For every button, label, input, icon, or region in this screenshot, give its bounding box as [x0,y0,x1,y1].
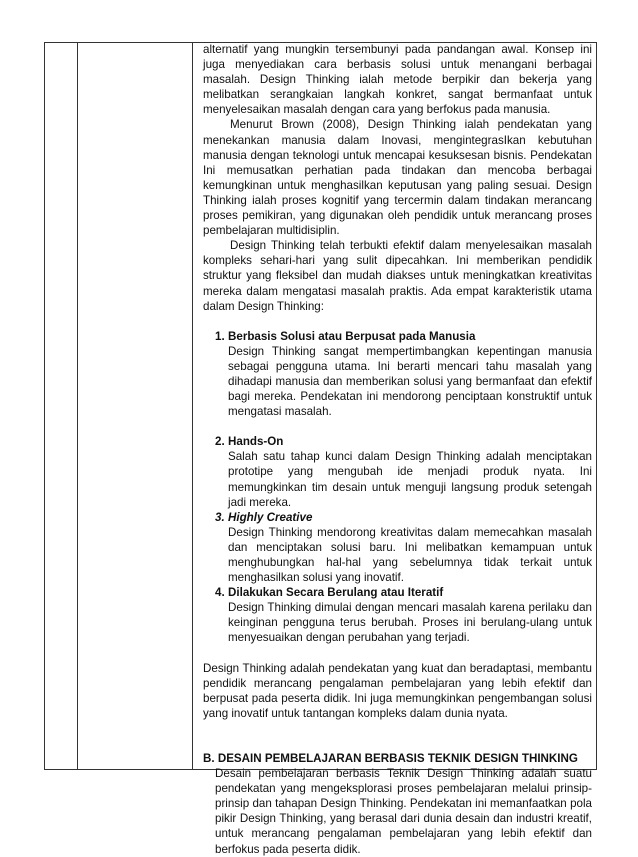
list-item-title: Dilakukan Secara Berulang atau Iteratif [228,586,444,600]
intro-paragraph-2: Menurut Brown (2008), Design Thinking ialah pendekatan yang menekankan manusia dalam Inovasi, mengintegrasIkan kebutuhan manusia dengan teknologi untuk mencapai kesuksesan bisnis. Pendekatan Ini memusatkan perhatian pada tindakan dan mencoba berbagai kemungkinan untuk menghasilkan keputusan yang paling sesuai. Design Thinking ialah proses kognitif yang tercermin dalam tindakan merancang proses pemikiran, yang digunakan oleh pendidik untuk merancang proses pembelajaran multidisiplin. [203,118,592,238]
table-column-divider [77,43,78,769]
list-item-title: Hands-On [228,435,284,449]
list-item [203,510,592,585]
list-item-body: Design Thinking mendorong kreativitas dalam memecahkan masalah dan menciptakan solusi baru. Ini melibatkan kemampuan untuk menghubungkan hal-hal yang sebelumnya tidak terkait untuk menghasilkan solusi yang inovatif. [228,525,592,585]
section-heading: B. DESAIN PEMBELAJARAN BERBASIS TEKNIK DESIGN THINKING [203,751,578,765]
list-item [203,585,592,645]
list-item-body: Design Thinking dimulai dengan mencari masalah karena perilaku dan keinginan pengguna terus berubah. Proses ini berulang-ulang untuk menyesuaikan dengan perubahan yang terjadi. [228,601,592,645]
intro-paragraph-1: alternatif yang mungkin tersembunyi pada pandangan awal. Konsep ini juga menyediakan cara berbasis solusi untuk menangani berbagai masalah. Design Thinking ialah metode berpikir dan bekerja yang melibatkan serangkaian langkah konkret, sangat bermanfaat untuk menyelesaikan masalah dengan cara yang berfokus pada manusia. [203,43,592,117]
content-cell [203,42,592,857]
section-body: Desain pembelajaran berbasis Teknik Design Thinking adalah suatu pendekatan yang mengeksplorasi proses pembelajaran melalui prinsip-prinsip dan tahapan Design Thinking. Pendekatan ini memanfaatkan pola pikir Design Thinking, yang berasal dari dunia desain dan industri kreatif, untuk merancang pengalaman pembelajaran yang lebih efektif dan berfokus pada peserta didik. [215,767,592,856]
list-item [203,434,592,509]
list-item [203,329,592,420]
list-number: 2. [215,435,225,449]
table-column-divider [192,43,193,769]
characteristics-list [203,329,592,646]
list-number: 1. [215,329,225,343]
intro-paragraph-3: Design Thinking telah terbukti efektif dalam menyelesaikan masalah kompleks sehari-hari yang sulit dipecahkan. Ini memberikan pendidik struktur yang fleksibel dan mudah diakses untuk meningkatkan kreativitas mereka dalam mengatasi masalah praktis. Ada empat karakteristik utama dalam Design Thinking: [203,239,592,313]
conclusion-paragraph: Design Thinking adalah pendekatan yang kuat dan beradaptasi, membantu pendidik merancang pengalaman pembelajaran yang lebih efektif dan berpusat pada peserta didik. Ini juga memungkinkan pengembangan solusi yang inovatif untuk tantangan kompleks dalam dunia nyata. [203,661,592,720]
list-item-body: Design Thinking sangat mempertimbangkan kepentingan manusia sebagai pengguna utama. Ini berarti mencari tahu masalah yang dihadapi manusia dan memberikan solusi yang bermanfaat dan efektif bagi mereka. Pendekatan ini mendorong penciptaan konstruktif untuk mengatasi masalah. [228,344,592,419]
list-number: 4. [215,586,225,600]
list-item-title: Highly Creative [228,510,313,524]
list-item-body: Salah satu tahap kunci dalam Design Thinking adalah menciptakan prototipe yang mengubah ide menjadi produk nyata. Ini memungkinkan tim desain untuk menguji langsung produk setengah jadi mereka. [228,450,592,509]
list-number: 3. [215,510,225,524]
list-item-title: Berbasis Solusi atau Berpusat pada Manusia [228,329,476,343]
